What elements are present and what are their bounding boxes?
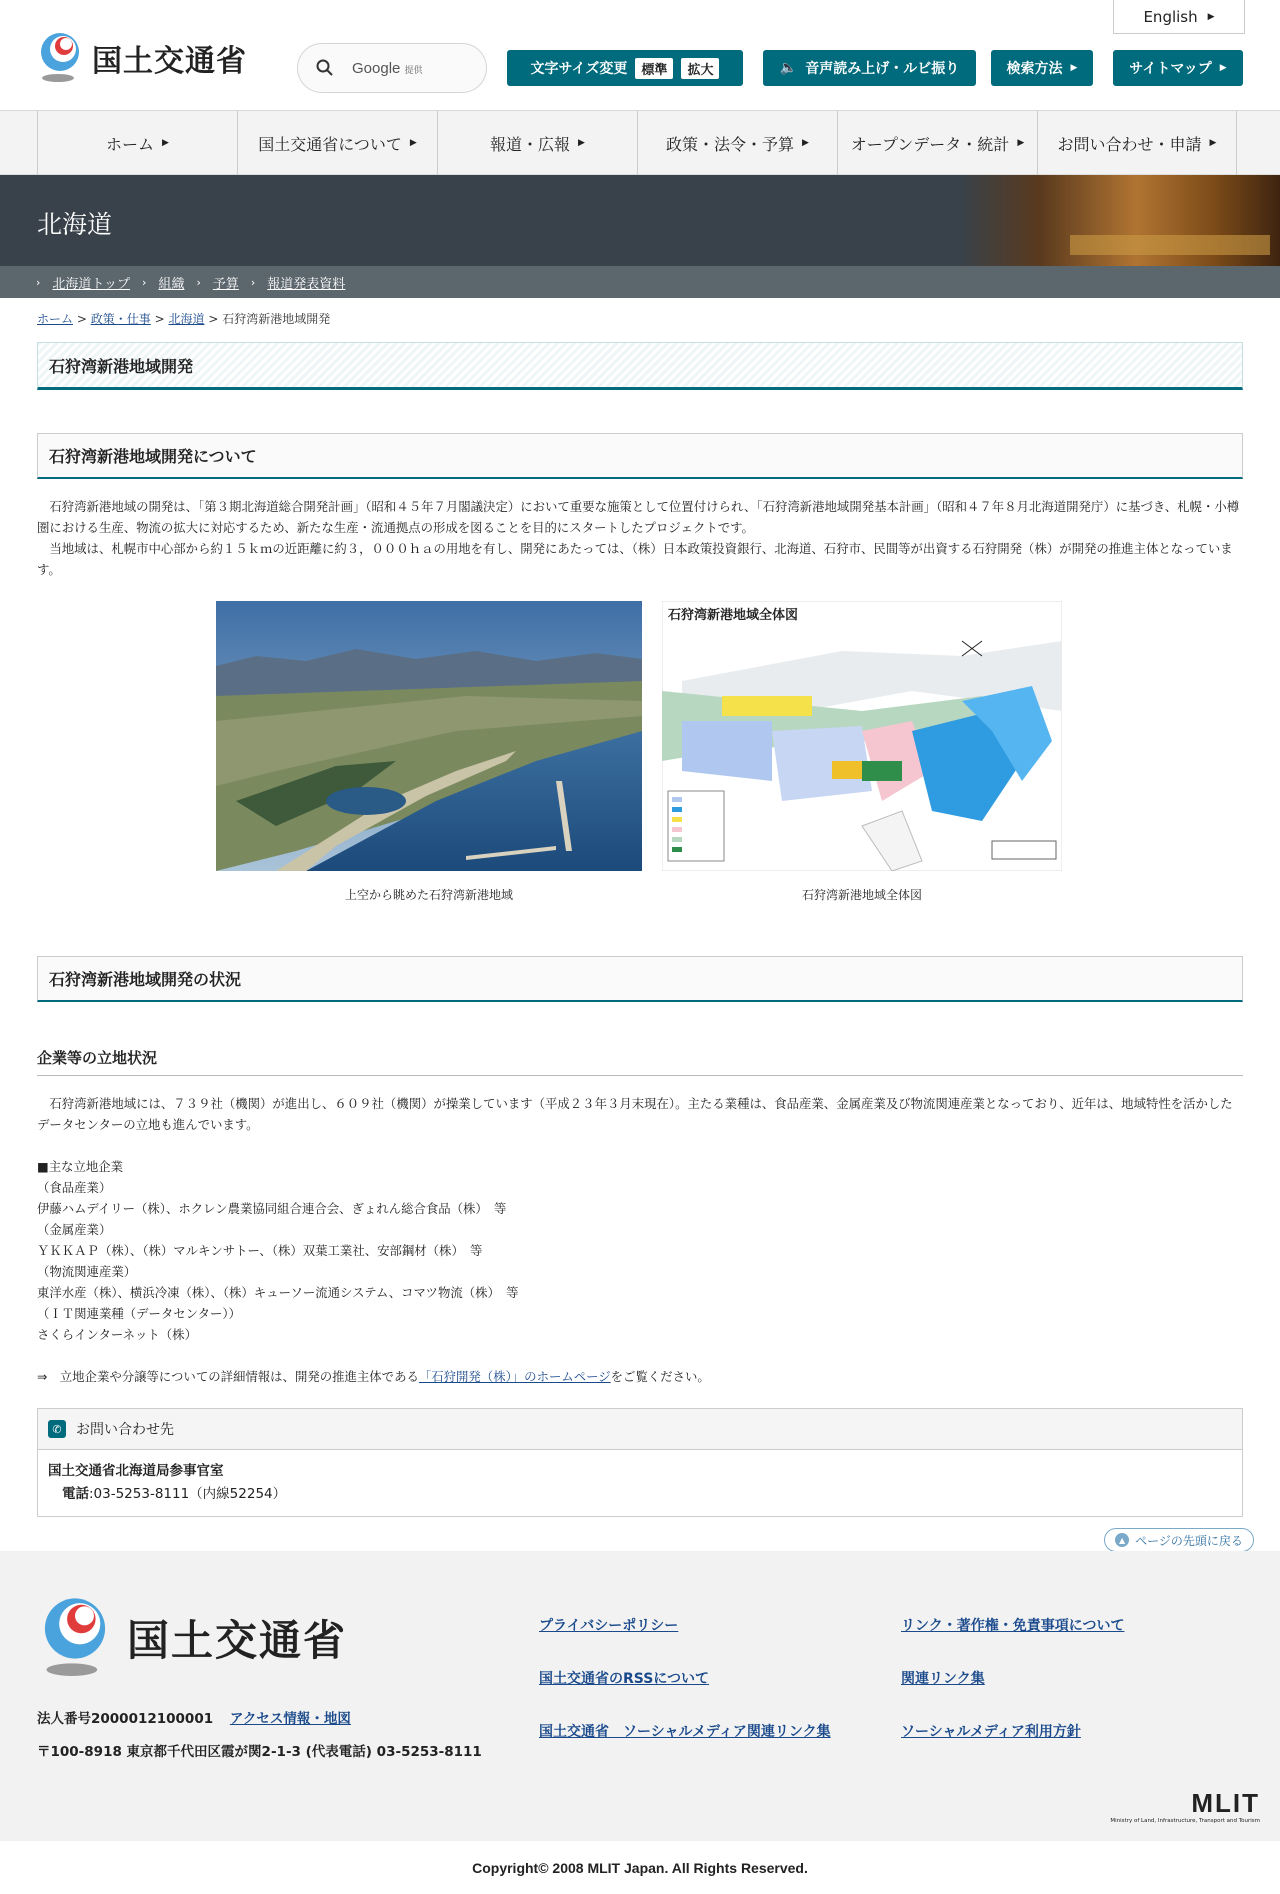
global-nav (0, 111, 1280, 175)
search-method-button[interactable] (991, 50, 1093, 86)
list-item: （物流関連産業） (37, 1264, 137, 1279)
search-box[interactable] (297, 43, 487, 93)
gnav-item-opendata[interactable] (837, 111, 1037, 175)
breadcrumb-current: 石狩湾新港地域開発 (222, 312, 331, 326)
search-icon (316, 59, 334, 77)
mlit-logo-sub: Ministry of Land, Infrastructure, Transport and Tourism (1110, 1818, 1260, 1824)
back-to-top-label: ページの先頭に戻る (1135, 1533, 1243, 1548)
mlit-wordmark (1100, 1788, 1260, 1824)
gnav-label: 報道・広報 (490, 134, 571, 154)
footer-corp-info (37, 1707, 351, 1727)
contact-heading: お問い合わせ先 (76, 1422, 174, 1438)
sitemap-label: サイトマップ (1129, 61, 1212, 77)
page-title: 石狩湾新港地域開発 (37, 342, 1243, 390)
figure-caption: 上空から眺めた石狩湾新港地域 (344, 888, 513, 902)
gnav-item-press[interactable] (437, 111, 637, 175)
arrow-right-icon: ▶ (1209, 138, 1217, 148)
subnav-item-organization[interactable]: 組織 (158, 276, 185, 292)
breadcrumb-home[interactable]: ホーム (37, 312, 74, 326)
speaker-icon: 🔈 (779, 60, 798, 76)
mlit-logo-text: MLIT (1191, 1788, 1260, 1818)
access-link[interactable]: アクセス情報・地図 (229, 1711, 351, 1727)
voice-button[interactable] (763, 50, 976, 86)
chevron-right-icon: › (250, 275, 256, 289)
banner-title: 北海道 (37, 210, 113, 239)
sub-nav (0, 266, 1280, 298)
list-item: （金属産業） (37, 1222, 112, 1237)
list-item: ＹＫＫＡＰ（株）、（株）マルキンサトー、（株）双葉工業社、安部鋼材（株） 等 (37, 1243, 483, 1258)
contact-body (38, 1450, 1242, 1516)
list-item: 伊藤ハムデイリー（株）、ホクレン農業協同組合連合会、ぎょれん総合食品（株） 等 (37, 1201, 507, 1216)
subsection-heading: 企業等の立地状況 (37, 1047, 1243, 1076)
mlit-emblem-icon (37, 1596, 113, 1680)
gnav-item-contact[interactable] (1037, 111, 1237, 175)
copyright: Copyright© 2008 MLIT Japan. All Rights Reserved. (472, 1859, 808, 1876)
voice-label: 音声読み上げ・ルビ振り (805, 61, 960, 77)
arrow-right-icon: ▶ (1070, 63, 1078, 73)
section-heading: 石狩湾新港地域開発について (37, 433, 1243, 479)
section-heading: 石狩湾新港地域開発の状況 (37, 956, 1243, 1002)
contact-box (37, 1408, 1243, 1517)
gnav-item-about[interactable] (237, 111, 437, 175)
map-title: 石狩湾新港地域全体図 (668, 608, 799, 623)
arrow-right-icon: ▶ (162, 138, 169, 148)
breadcrumb-hokkaido[interactable]: 北海道 (168, 312, 205, 326)
list-item: 東洋水産（株）、横浜冷凍（株）、（株）キューソー流通システム、コマツ物流（株） 等 (37, 1285, 519, 1300)
gnav-label: オープンデータ・統計 (850, 134, 1010, 154)
gnav-item-home[interactable] (37, 111, 237, 175)
ministry-logo[interactable] (36, 32, 247, 84)
breadcrumb-policy[interactable]: 政策・仕事 (90, 312, 151, 326)
figure-map (662, 601, 1062, 903)
font-standard-button[interactable]: 標準 (635, 58, 673, 79)
breadcrumb-separator: > (208, 312, 219, 326)
breadcrumb-separator: > (154, 312, 165, 326)
figure-caption: 石狩湾新港地域全体図 (801, 888, 922, 902)
banner-photo (960, 175, 1280, 266)
back-to-top-button[interactable] (1104, 1528, 1254, 1552)
area-map (662, 601, 1062, 871)
ministry-name: 国土交通省 (92, 44, 247, 79)
english-label: English (1143, 7, 1198, 26)
contact-tel (48, 1483, 1232, 1506)
mlit-emblem-icon (36, 32, 84, 84)
subnav-item-budget[interactable]: 予算 (212, 276, 239, 292)
footer-link-copyright[interactable]: リンク・著作権・免責事項について (901, 1618, 1125, 1634)
arrow-right-icon: ▶ (409, 138, 417, 148)
search-brand-text: Google (352, 59, 401, 77)
arrow-right-icon: ▶ (1017, 138, 1025, 148)
gnav-label: お問い合わせ・申請 (1057, 134, 1202, 154)
search-method-label: 検索方法 (1006, 61, 1063, 77)
section2-paragraph: 石狩湾新港地域には、７３９社（機関）が進出し、６０９社（機関）が操業しています（平成２３年３月末現在）。主たる業種は、食品産業、金属産業及び物流関連産業となっており、近年は、地域特性を活かしたデータセンターの立地も進んでいます。 (37, 1096, 1233, 1132)
english-link[interactable] (1113, 0, 1245, 34)
tel-label: 電話 (62, 1486, 89, 1502)
gnav-label: ホーム (106, 134, 155, 154)
arrow-right-icon: ▶ (1207, 11, 1215, 22)
note-prefix: ⇒ 立地企業や分譲等についての詳細情報は、開発の推進主体である (37, 1369, 419, 1384)
footer-link-social-policy[interactable]: ソーシャルメディア利用方針 (901, 1724, 1081, 1740)
gnav-label: 国土交通省について (258, 134, 402, 154)
section1-paragraph-1: 石狩湾新港地域の開発は、「第３期北海道総合開発計画」（昭和４５年７月閣議決定）において重要な施策として位置付けられ、「石狩湾新港地域開発基本計画」（昭和４７年８月北海道開発庁）に基づき、札幌・小樽圏における生産、物流の拡大に対応するため、新たな生産・流通拠点の形成を図ることを目的にスタートしたプロジェクトです。 (37, 499, 1240, 535)
footer-link-related[interactable]: 関連リンク集 (901, 1671, 985, 1687)
arrow-right-icon: ▶ (578, 138, 585, 148)
company-list (37, 1156, 1243, 1345)
arrow-right-icon: ▶ (802, 138, 809, 148)
footer-logo[interactable] (37, 1596, 347, 1680)
subnav-item-top[interactable]: 北海道トップ (52, 276, 131, 292)
category-banner (0, 175, 1280, 266)
footer-link-privacy[interactable]: プライバシーポリシー (539, 1618, 679, 1634)
footer (0, 1551, 1280, 1841)
sitemap-button[interactable] (1113, 50, 1243, 86)
breadcrumb-separator: > (76, 312, 87, 326)
detail-note (37, 1366, 1243, 1387)
font-size-label: 文字サイズ変更 (530, 61, 628, 77)
breadcrumb (0, 298, 1280, 330)
contact-header (38, 1409, 1242, 1450)
search-brand-sub: 提供 (404, 64, 423, 75)
ishikari-kaihatsu-link[interactable]: 「石狩開発（株）」のホームページ (418, 1369, 611, 1384)
section1-paragraph-2: 当地域は、札幌市中心部から約１５ｋｍの近距離に約３，０００ｈａの用地を有し、開発にあたっては、（株）日本政策投資銀行、北海道、石狩市、民間等が出資する石狩開発（株）が開発の推進主体となっています。 (37, 541, 1233, 577)
subnav-item-press[interactable]: 報道発表資料 (267, 276, 346, 292)
chevron-right-icon: › (196, 275, 201, 289)
list-item: ■主な立地企業 (37, 1159, 124, 1174)
list-item: （ＩＴ関連業種（データセンター）） (37, 1306, 241, 1321)
corp-number: 法人番号2000012100001 (37, 1711, 214, 1727)
footer-address: 〒100-8918 東京都千代田区霞が関2-1-3 (代表電話) 03-5253-8111 (37, 1744, 482, 1760)
list-item: さくらインターネット（株） (37, 1327, 197, 1342)
footer-ministry-name: 国土交通省 (127, 1616, 348, 1665)
tel-number: :03-5253-8111（内線52254） (89, 1486, 287, 1502)
note-suffix: をご覧ください。 (610, 1369, 710, 1384)
figure-aerial (216, 601, 642, 903)
gnav-item-policy[interactable] (637, 111, 837, 175)
footer-link-rss[interactable]: 国土交通省のRSSについて (539, 1671, 710, 1687)
search-brand (352, 60, 423, 77)
font-large-button[interactable]: 拡大 (681, 58, 719, 79)
contact-office: 国土交通省北海道局参事官室 (48, 1463, 224, 1479)
footer-link-social-links[interactable]: 国土交通省 ソーシャルメディア関連リンク集 (539, 1724, 831, 1740)
chevron-right-icon: › (142, 275, 147, 289)
arrow-right-icon: ▶ (1219, 63, 1227, 73)
chevron-right-icon: › (36, 275, 41, 289)
aerial-photo (216, 601, 642, 871)
font-size-control (507, 50, 743, 86)
phone-icon: ✆ (48, 1420, 66, 1438)
list-item: （食品産業） (37, 1180, 112, 1195)
gnav-label: 政策・法令・予算 (666, 134, 795, 154)
arrow-up-icon: ▲ (1115, 1533, 1129, 1547)
site-header (0, 0, 1280, 111)
